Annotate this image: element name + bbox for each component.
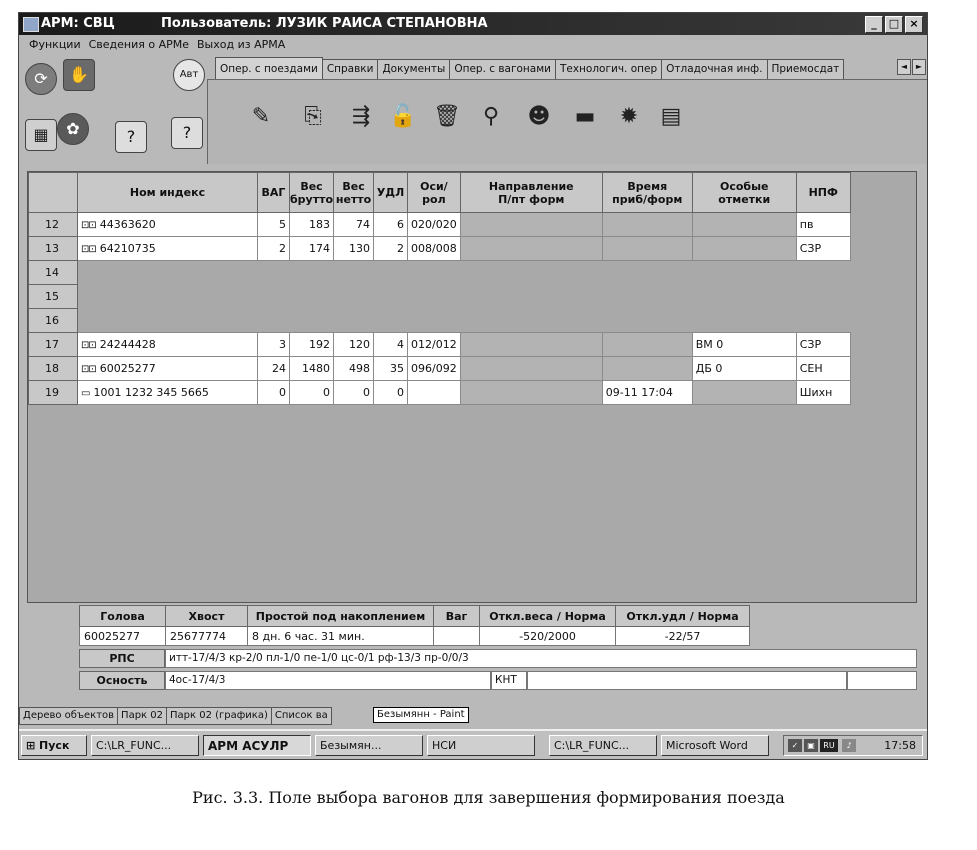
cell-osobye[interactable] bbox=[692, 237, 796, 261]
table-row[interactable] bbox=[29, 213, 851, 237]
cell-osi[interactable]: 096/092 bbox=[408, 357, 461, 381]
cell-netto[interactable]: 0 bbox=[334, 381, 374, 405]
cell-napr[interactable] bbox=[460, 213, 602, 237]
summary-weight-value[interactable]: -520/2000 bbox=[480, 627, 616, 646]
taskbar bbox=[19, 729, 927, 760]
tab-handover[interactable]: Приемосдат bbox=[767, 59, 845, 79]
cell-osobye[interactable] bbox=[692, 213, 796, 237]
cell-vremya[interactable] bbox=[602, 213, 692, 237]
row-number[interactable]: 13 bbox=[29, 237, 78, 261]
cell-vremya[interactable] bbox=[602, 285, 692, 309]
person-icon[interactable]: ⚲ bbox=[482, 104, 500, 129]
summary-header-vag: Ваг bbox=[434, 606, 480, 627]
tray-language[interactable]: RU bbox=[820, 739, 838, 752]
header-rownum bbox=[29, 173, 78, 213]
flower-icon[interactable]: ✿ bbox=[57, 113, 89, 145]
cell-brutto[interactable]: 0 bbox=[290, 381, 334, 405]
cell-osi[interactable] bbox=[408, 285, 461, 309]
cell-npf[interactable] bbox=[796, 261, 850, 285]
cell-osi[interactable]: 012/012 bbox=[408, 333, 461, 357]
tab-scroll-right-button[interactable]: ► bbox=[912, 59, 926, 75]
cell-npf[interactable]: Шихн bbox=[796, 381, 850, 405]
cell-brutto[interactable] bbox=[290, 285, 334, 309]
cell-napr[interactable] bbox=[460, 381, 602, 405]
clock: 17:58 bbox=[884, 739, 916, 752]
cell-osobye[interactable] bbox=[692, 309, 796, 333]
row-number[interactable]: 14 bbox=[29, 261, 78, 285]
menu-bar bbox=[19, 36, 927, 53]
menu-about[interactable]: Сведения о АРМе bbox=[88, 38, 190, 51]
osnost-label: Осность bbox=[79, 671, 165, 690]
summary-head-value[interactable]: 60025277 bbox=[80, 627, 166, 646]
summary-header-idle: Простой под накоплением bbox=[248, 606, 434, 627]
taskbar-lr-func-1[interactable]: C:\LR_FUNC... bbox=[91, 735, 199, 756]
tab-park-02[interactable]: Парк 02 bbox=[117, 707, 167, 725]
extra-field[interactable] bbox=[847, 671, 917, 690]
cell-napr[interactable] bbox=[460, 261, 602, 285]
taskbar-arm-asulr[interactable]: АРМ АСУЛР bbox=[203, 735, 311, 756]
wagon-index: 24244428 bbox=[99, 338, 156, 351]
cell-index[interactable] bbox=[78, 381, 258, 405]
cell-npf[interactable] bbox=[796, 285, 850, 309]
cell-udl[interactable] bbox=[374, 261, 408, 285]
cell-vag[interactable] bbox=[258, 285, 290, 309]
tab-documents[interactable]: Документы bbox=[377, 59, 450, 79]
start-button[interactable]: ⊞ Пуск bbox=[21, 735, 87, 756]
wagon-index: 1001 1232 345 5665 bbox=[93, 386, 209, 399]
cell-brutto[interactable]: 1480 bbox=[290, 357, 334, 381]
table-row[interactable] bbox=[29, 237, 851, 261]
tab-debug[interactable]: Отладочная инф. bbox=[661, 59, 767, 79]
header-osobye[interactable]: Особые отметки bbox=[692, 173, 796, 213]
osnost-value[interactable]: 4ос-17/4/3 bbox=[165, 671, 491, 690]
cell-udl[interactable]: 2 bbox=[374, 237, 408, 261]
rps-label: РПС bbox=[79, 649, 165, 668]
cell-osobye[interactable]: ВМ 0 bbox=[692, 333, 796, 357]
cell-brutto[interactable] bbox=[290, 261, 334, 285]
knt-label: КНТ bbox=[491, 671, 527, 690]
tab-wagon-list[interactable]: Список ва bbox=[271, 707, 332, 725]
taskbar-word[interactable]: Microsoft Word bbox=[661, 735, 769, 756]
table-row[interactable] bbox=[29, 381, 851, 405]
train-icon[interactable]: ▬ bbox=[574, 104, 596, 129]
cell-napr[interactable] bbox=[460, 309, 602, 333]
tray-monitor-icon[interactable]: ▣ bbox=[804, 739, 818, 752]
document-icon: ▭ bbox=[81, 388, 90, 399]
close-button[interactable]: × bbox=[905, 16, 923, 33]
wagon-index: 64210735 bbox=[99, 242, 156, 255]
minimize-button[interactable]: _ bbox=[865, 16, 883, 33]
cell-vremya[interactable] bbox=[602, 333, 692, 357]
lock-icon[interactable]: 🔓 bbox=[389, 104, 417, 129]
osnost-row bbox=[79, 671, 917, 690]
cell-netto[interactable] bbox=[334, 285, 374, 309]
summary-header-weight: Откл.веса / Норма bbox=[480, 606, 616, 627]
cell-osi[interactable]: 020/020 bbox=[408, 213, 461, 237]
summary-vag-value[interactable] bbox=[434, 627, 480, 646]
tab-park-02-graphics[interactable]: Парк 02 (графика) bbox=[166, 707, 272, 725]
windows-logo-icon: ⊞ bbox=[26, 739, 40, 752]
cell-vremya[interactable] bbox=[602, 237, 692, 261]
left-toolbar bbox=[23, 57, 213, 161]
refresh-icon[interactable]: ⟳ bbox=[25, 63, 57, 95]
header-udl[interactable]: УДЛ bbox=[374, 173, 408, 213]
cell-brutto[interactable]: 174 bbox=[290, 237, 334, 261]
cell-osi[interactable] bbox=[408, 381, 461, 405]
cell-udl[interactable]: 6 bbox=[374, 213, 408, 237]
cell-vremya[interactable] bbox=[602, 309, 692, 333]
cell-vag[interactable]: 3 bbox=[258, 333, 290, 357]
screen bbox=[18, 12, 928, 760]
summary-header-tail: Хвост bbox=[166, 606, 248, 627]
wagon-icon: ⊡⊡ bbox=[81, 364, 96, 375]
cell-npf[interactable]: СЕН bbox=[796, 357, 850, 381]
cell-osi[interactable]: 008/008 bbox=[408, 237, 461, 261]
app-icon bbox=[23, 17, 39, 32]
cell-osobye[interactable] bbox=[692, 381, 796, 405]
app-title: АРМ: СВЦ bbox=[41, 16, 115, 31]
figure-caption: Рис. 3.3. Поле выбора вагонов для завершения формирования поезда bbox=[192, 788, 785, 807]
cell-udl[interactable] bbox=[374, 285, 408, 309]
cell-brutto[interactable] bbox=[290, 309, 334, 333]
cell-vag[interactable]: 0 bbox=[258, 381, 290, 405]
row-number[interactable]: 16 bbox=[29, 309, 78, 333]
cell-osobye[interactable] bbox=[692, 285, 796, 309]
cell-index[interactable] bbox=[78, 333, 258, 357]
cell-udl[interactable]: 35 bbox=[374, 357, 408, 381]
document-search-icon[interactable]: ? bbox=[115, 121, 147, 153]
cell-npf[interactable]: СЗР bbox=[796, 237, 850, 261]
tooltip: Безымянн - Paint bbox=[373, 707, 469, 723]
cell-vag[interactable]: 2 bbox=[258, 237, 290, 261]
cell-vremya[interactable] bbox=[602, 357, 692, 381]
header-vremya[interactable]: Время приб/форм bbox=[602, 173, 692, 213]
cell-napr[interactable] bbox=[460, 285, 602, 309]
trash-icon[interactable]: 🗑 bbox=[433, 104, 461, 129]
cell-udl[interactable] bbox=[374, 309, 408, 333]
table-row[interactable] bbox=[29, 357, 851, 381]
header-osi[interactable]: Оси/ рол bbox=[408, 173, 461, 213]
cell-npf[interactable]: СЗР bbox=[796, 333, 850, 357]
wagon-index: 60025277 bbox=[99, 362, 156, 375]
table-row[interactable] bbox=[29, 309, 851, 333]
maximize-button[interactable]: □ bbox=[885, 16, 903, 33]
cell-napr[interactable] bbox=[460, 237, 602, 261]
cell-osi[interactable] bbox=[408, 261, 461, 285]
tab-wagon-ops[interactable]: Опер. с вагонами bbox=[449, 59, 556, 79]
header-napr[interactable]: Направление П/пт форм bbox=[460, 173, 602, 213]
cell-index[interactable] bbox=[78, 261, 258, 285]
header-brutto[interactable]: Вес брутто bbox=[290, 173, 334, 213]
split-arrow-icon[interactable]: ⇶ bbox=[351, 104, 371, 129]
tab-tech-ops[interactable]: Технологич. опер bbox=[555, 59, 662, 79]
wagon-icon: ⊡⊡ bbox=[81, 244, 96, 255]
tab-train-ops[interactable]: Опер. с поездами bbox=[215, 57, 323, 79]
tab-scroll-left-button[interactable]: ◄ bbox=[897, 59, 911, 75]
cell-napr[interactable] bbox=[460, 333, 602, 357]
row-number[interactable]: 15 bbox=[29, 285, 78, 309]
cell-udl[interactable]: 4 bbox=[374, 333, 408, 357]
summary-panel bbox=[79, 605, 919, 705]
tab-object-tree[interactable]: Дерево объектов bbox=[19, 707, 118, 725]
header-npf[interactable]: НПФ bbox=[796, 173, 850, 213]
table-row[interactable] bbox=[29, 261, 851, 285]
cell-vremya[interactable] bbox=[602, 261, 692, 285]
cell-npf[interactable] bbox=[796, 309, 850, 333]
cell-index[interactable] bbox=[78, 213, 258, 237]
cell-netto[interactable]: 120 bbox=[334, 333, 374, 357]
computer-help-icon[interactable]: ? bbox=[171, 117, 203, 149]
cell-osobye[interactable]: ДБ 0 bbox=[692, 357, 796, 381]
summary-idle-value[interactable]: 8 дн. 6 час. 31 мин. bbox=[248, 627, 434, 646]
row-number[interactable]: 12 bbox=[29, 213, 78, 237]
cell-brutto[interactable]: 192 bbox=[290, 333, 334, 357]
table-row[interactable] bbox=[29, 333, 851, 357]
taskbar-lr-func-2[interactable]: C:\LR_FUNC... bbox=[549, 735, 657, 756]
summary-tail-value[interactable]: 25677774 bbox=[166, 627, 248, 646]
cell-osobye[interactable] bbox=[692, 261, 796, 285]
cell-vag[interactable]: 5 bbox=[258, 213, 290, 237]
cell-index[interactable] bbox=[78, 237, 258, 261]
menu-exit[interactable]: Выход из АРМА bbox=[197, 38, 286, 51]
summary-length-value[interactable]: -22/57 bbox=[616, 627, 750, 646]
tab-reports[interactable]: Справки bbox=[322, 59, 379, 79]
cell-netto[interactable]: 74 bbox=[334, 213, 374, 237]
tray-check-icon[interactable]: ✓ bbox=[788, 739, 802, 752]
operation-tabs bbox=[215, 59, 927, 79]
cell-vremya[interactable]: 09-11 17:04 bbox=[602, 381, 692, 405]
header-vag[interactable]: ВАГ bbox=[258, 173, 290, 213]
cell-brutto[interactable]: 183 bbox=[290, 213, 334, 237]
cell-netto[interactable]: 498 bbox=[334, 357, 374, 381]
row-number[interactable]: 17 bbox=[29, 333, 78, 357]
row-number[interactable]: 18 bbox=[29, 357, 78, 381]
people-icon[interactable]: ☻ bbox=[527, 104, 551, 129]
cell-npf[interactable]: пв bbox=[796, 213, 850, 237]
summary-header-head: Голова bbox=[80, 606, 166, 627]
menu-functions[interactable]: Функции bbox=[29, 38, 81, 51]
tab-panel-icons bbox=[207, 79, 928, 164]
row-number[interactable]: 19 bbox=[29, 381, 78, 405]
cell-vag[interactable]: 24 bbox=[258, 357, 290, 381]
cell-netto[interactable]: 130 bbox=[334, 237, 374, 261]
wagon-index: 44363620 bbox=[99, 218, 156, 231]
cell-vag[interactable] bbox=[258, 261, 290, 285]
cell-netto[interactable] bbox=[334, 261, 374, 285]
user-title: Пользователь: ЛУЗИК РАИСА СТЕПАНОВНА bbox=[161, 16, 488, 31]
rps-value[interactable]: итт-17/4/3 кр-2/0 пл-1/0 пе-1/0 цс-0/1 рф-13/3 пр-0/0/3 bbox=[165, 649, 917, 668]
taskbar-nsi[interactable]: НСИ bbox=[427, 735, 535, 756]
cell-vag[interactable] bbox=[258, 309, 290, 333]
wagon-grid bbox=[27, 171, 917, 603]
tray-speaker-icon[interactable]: ♪ bbox=[842, 739, 856, 752]
cell-udl[interactable]: 0 bbox=[374, 381, 408, 405]
summary-header-length: Откл.удл / Норма bbox=[616, 606, 750, 627]
object-tabs bbox=[19, 707, 331, 725]
wagon-icon[interactable]: ▤ bbox=[660, 104, 682, 129]
knt-value[interactable] bbox=[527, 671, 847, 690]
auto-icon[interactable]: Авт bbox=[173, 59, 205, 91]
table-row[interactable] bbox=[29, 285, 851, 309]
cell-napr[interactable] bbox=[460, 357, 602, 381]
wagon-icon: ⊡⊡ bbox=[81, 340, 96, 351]
cell-osi[interactable] bbox=[408, 309, 461, 333]
cell-netto[interactable] bbox=[334, 309, 374, 333]
cell-index[interactable] bbox=[78, 309, 258, 333]
wagon-icon: ⊡⊡ bbox=[81, 220, 96, 231]
header-index[interactable]: Ном индекс bbox=[78, 173, 258, 213]
gear-icon[interactable]: ✹ bbox=[619, 104, 639, 129]
cell-index[interactable] bbox=[78, 357, 258, 381]
calculator-icon[interactable]: ▦ bbox=[25, 119, 57, 151]
rps-row bbox=[79, 649, 917, 668]
system-tray bbox=[783, 735, 923, 756]
screen-arrow-icon[interactable]: ⎘ bbox=[304, 104, 322, 129]
header-netto[interactable]: Вес нетто bbox=[334, 173, 374, 213]
cell-index[interactable] bbox=[78, 285, 258, 309]
figure-icon[interactable]: ✋ bbox=[63, 59, 95, 91]
title-bar bbox=[19, 13, 927, 35]
pencil-icon[interactable]: ✎ bbox=[251, 104, 271, 129]
taskbar-paint[interactable]: Безымян... bbox=[315, 735, 423, 756]
